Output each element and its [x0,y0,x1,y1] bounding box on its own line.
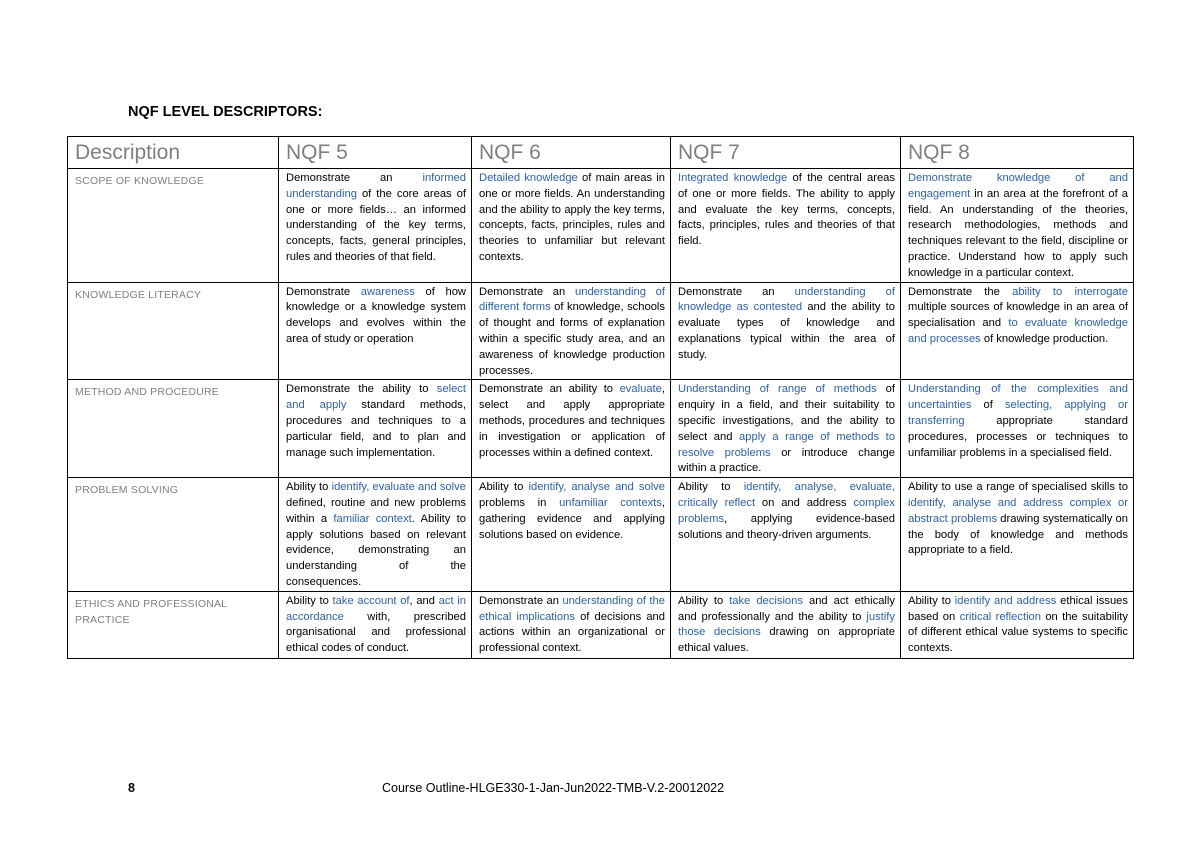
header-description: Description [68,137,279,169]
descriptor-text: Ability to [286,594,333,607]
descriptor-text: Ability to [908,594,955,607]
descriptor-cell [472,282,671,380]
descriptor-cell [472,478,671,592]
descriptor-cell [472,380,671,478]
highlighted-text: complex problems [678,496,895,525]
descriptor-text: Demonstrate an [479,594,563,607]
descriptor-cell [671,591,901,658]
highlighted-text: unfamiliar contexts [559,496,662,509]
descriptor-cell [279,478,472,592]
page-number: 8 [128,781,135,795]
descriptor-text: of the central areas of one or more fields. The ability to apply and evaluate the key terms, concepts, facts, principles, rules and theories of that field. [678,172,895,248]
descriptor-text: and act ethically and professionally and the ability to [678,594,895,623]
highlighted-text: understanding of knowledge as contested [678,285,895,314]
highlighted-text: to evaluate knowledge and processes [908,317,1128,345]
highlighted-text: take decisions [729,594,803,607]
page-heading: NQF LEVEL DESCRIPTORS: [128,104,323,120]
descriptor-cell [472,169,671,283]
descriptor-cell [671,478,901,592]
highlighted-text: identify, evaluate and solve [331,481,466,494]
highlighted-text: Detailed knowledge [479,172,578,184]
descriptor-text: Ability to use a range of specialised skills to [908,481,1128,494]
highlighted-text: Understanding of the complexities and uncertainties [908,383,1128,412]
descriptor-text: , applying evidence-based solutions and theory-driven arguments. [678,512,895,541]
descriptor-cell [279,380,472,478]
descriptor-text: appropriate standard procedures, processes or techniques to unfamiliar problems in a specialised field. [908,414,1128,459]
descriptor-text: Ability to [286,481,332,494]
highlighted-text: Demonstrate knowledge of and engagement [908,172,1128,200]
descriptor-text: , select and apply appropriate methods, procedures and techniques in investigation or application of processes within a defined context. [479,383,665,459]
nqf-descriptor-table [67,136,1134,659]
header-nqf8: NQF 8 [901,137,1134,169]
descriptor-text: Ability to [678,481,744,494]
descriptor-cell [279,282,472,380]
descriptor-cell [279,169,472,283]
descriptor-text: of enquiry in a field, and their suitability to specific investigations, and the ability to select and [678,383,895,443]
highlighted-text: Understanding of range of methods [678,383,877,396]
highlighted-text: apply a range of methods to resolve problems [678,430,895,459]
descriptor-cell [901,478,1134,592]
highlighted-text: understanding of different forms [479,285,665,314]
row-label: PROBLEM SOLVING [68,478,279,592]
descriptor-cell [671,282,901,380]
highlighted-text: act in accordance [286,594,466,623]
descriptor-text: standard methods, procedures and techniques to a particular field, and to plan and manage such implementation. [286,399,466,459]
highlighted-text: understanding of the ethical implications [479,594,665,623]
highlighted-text: selecting, applying or transferring [908,399,1128,427]
descriptor-text: Ability to [678,594,730,607]
descriptor-text: defined, routine and new problems within a [286,496,466,525]
descriptor-text: , gathering evidence and applying solutions based on evidence. [479,496,665,541]
descriptor-text: drawing on appropriate ethical values. [678,626,895,655]
highlighted-text: familiar context [333,512,412,525]
footer-document-id: Course Outline-HLGE330-1-Jan-Jun2022-TMB-V.2-20012022 [382,781,725,795]
descriptor-text: Demonstrate an [479,285,575,298]
row-problem-solving [68,478,1134,592]
descriptor-text: on and address [755,496,854,509]
header-row [68,137,1134,169]
descriptor-text: in an area at the forefront of a field. An understanding of the theories, research methodologies, methods and techniques relevant to the field, discipline or practice. Understand how to apply such knowledge in a particular context. [908,187,1128,279]
descriptor-cell [671,380,901,478]
highlighted-text: awareness [360,285,415,298]
descriptor-text: of main areas in one or more fields. An understanding and the ability to apply the key terms, concepts, facts, principles, rules and theories to unfamiliar but relevant contexts. [479,172,665,263]
descriptor-text: Demonstrate the ability to [286,383,437,396]
descriptor-text: . Ability to apply solutions based on relevant evidence, demonstrating an understanding of the consequences. [286,512,466,588]
highlighted-text: justify those decisions [678,610,895,639]
row-label: METHOD AND PROCEDURE [68,380,279,478]
descriptor-cell [901,282,1134,380]
descriptor-text: of how knowledge or a knowledge system develops and evolves within the area of study or operation [286,285,467,345]
descriptor-text: Demonstrate an ability to [479,383,620,396]
descriptor-text: problems in [479,496,560,509]
descriptor-text: Demonstrate an [678,285,795,298]
highlighted-text: ability to interrogate [1012,285,1128,298]
descriptor-text: Demonstrate the [908,285,1013,298]
row-scope-of-knowledge [68,169,1134,283]
highlighted-text: critical reflection [959,610,1041,623]
descriptor-text: of decisions and actions within an organizational or professional context. [479,610,665,655]
row-label: KNOWLEDGE LITERACY [68,282,279,380]
descriptor-text: of [971,399,1005,412]
highlighted-text: identify, analyse and solve [528,481,665,494]
highlighted-text: take account of [332,594,410,607]
descriptor-text: with, prescribed organisational and professional ethical codes of conduct. [286,610,466,655]
descriptor-text: or introduce change within a practice. [678,446,895,475]
highlighted-text: informed understanding [286,172,466,200]
descriptor-text: of knowledge, schools of thought and forms of explanation within a specific study area, and an awareness of knowledge production processes. [479,301,665,377]
header-nqf7: NQF 7 [671,137,901,169]
highlighted-text: identify and address [954,594,1057,607]
descriptor-cell [901,380,1134,478]
highlighted-text: Integrated knowledge [678,172,788,184]
row-method-and-procedure [68,380,1134,478]
row-ethics-and-professional-practice [68,591,1134,658]
descriptor-text: and the ability to evaluate types of knowledge and explanations typical within the area of study. [678,301,895,361]
row-knowledge-literacy [68,282,1134,380]
descriptor-cell [472,591,671,658]
descriptor-text: on the suitability of different ethical value systems to specific contexts. [908,610,1128,655]
highlighted-text: evaluate [619,383,662,396]
descriptor-text: of the core areas of one or more fields… an informed understanding of the key terms, concepts, facts, general principles, rules and theories of that field. [286,187,466,263]
descriptor-cell [671,169,901,283]
descriptor-text: Demonstrate [286,285,361,298]
descriptor-text: ethical issues based on [908,594,1128,623]
descriptor-text: of knowledge production. [980,332,1109,345]
descriptor-text: Ability to [479,481,529,494]
highlighted-text: identify, analyse, evaluate, critically reflect [678,481,895,509]
descriptor-cell [279,591,472,658]
descriptor-text: Demonstrate an [286,172,423,184]
highlighted-text: select and apply [286,383,466,412]
descriptor-cell [901,591,1134,658]
highlighted-text: identify, analyse and address complex or abstract problems [908,496,1128,525]
descriptor-text: drawing systematically on the body of knowledge and methods appropriate to a field. [908,512,1128,557]
header-nqf6: NQF 6 [472,137,671,169]
descriptor-text: , and [409,594,439,607]
descriptor-text: multiple sources of knowledge in an area of specialisation and [908,301,1128,330]
row-label: SCOPE OF KNOWLEDGE [68,169,279,283]
header-nqf5: NQF 5 [279,137,472,169]
row-label: ETHICS AND PROFESSIONAL PRACTICE [68,591,279,658]
descriptor-cell [901,169,1134,283]
